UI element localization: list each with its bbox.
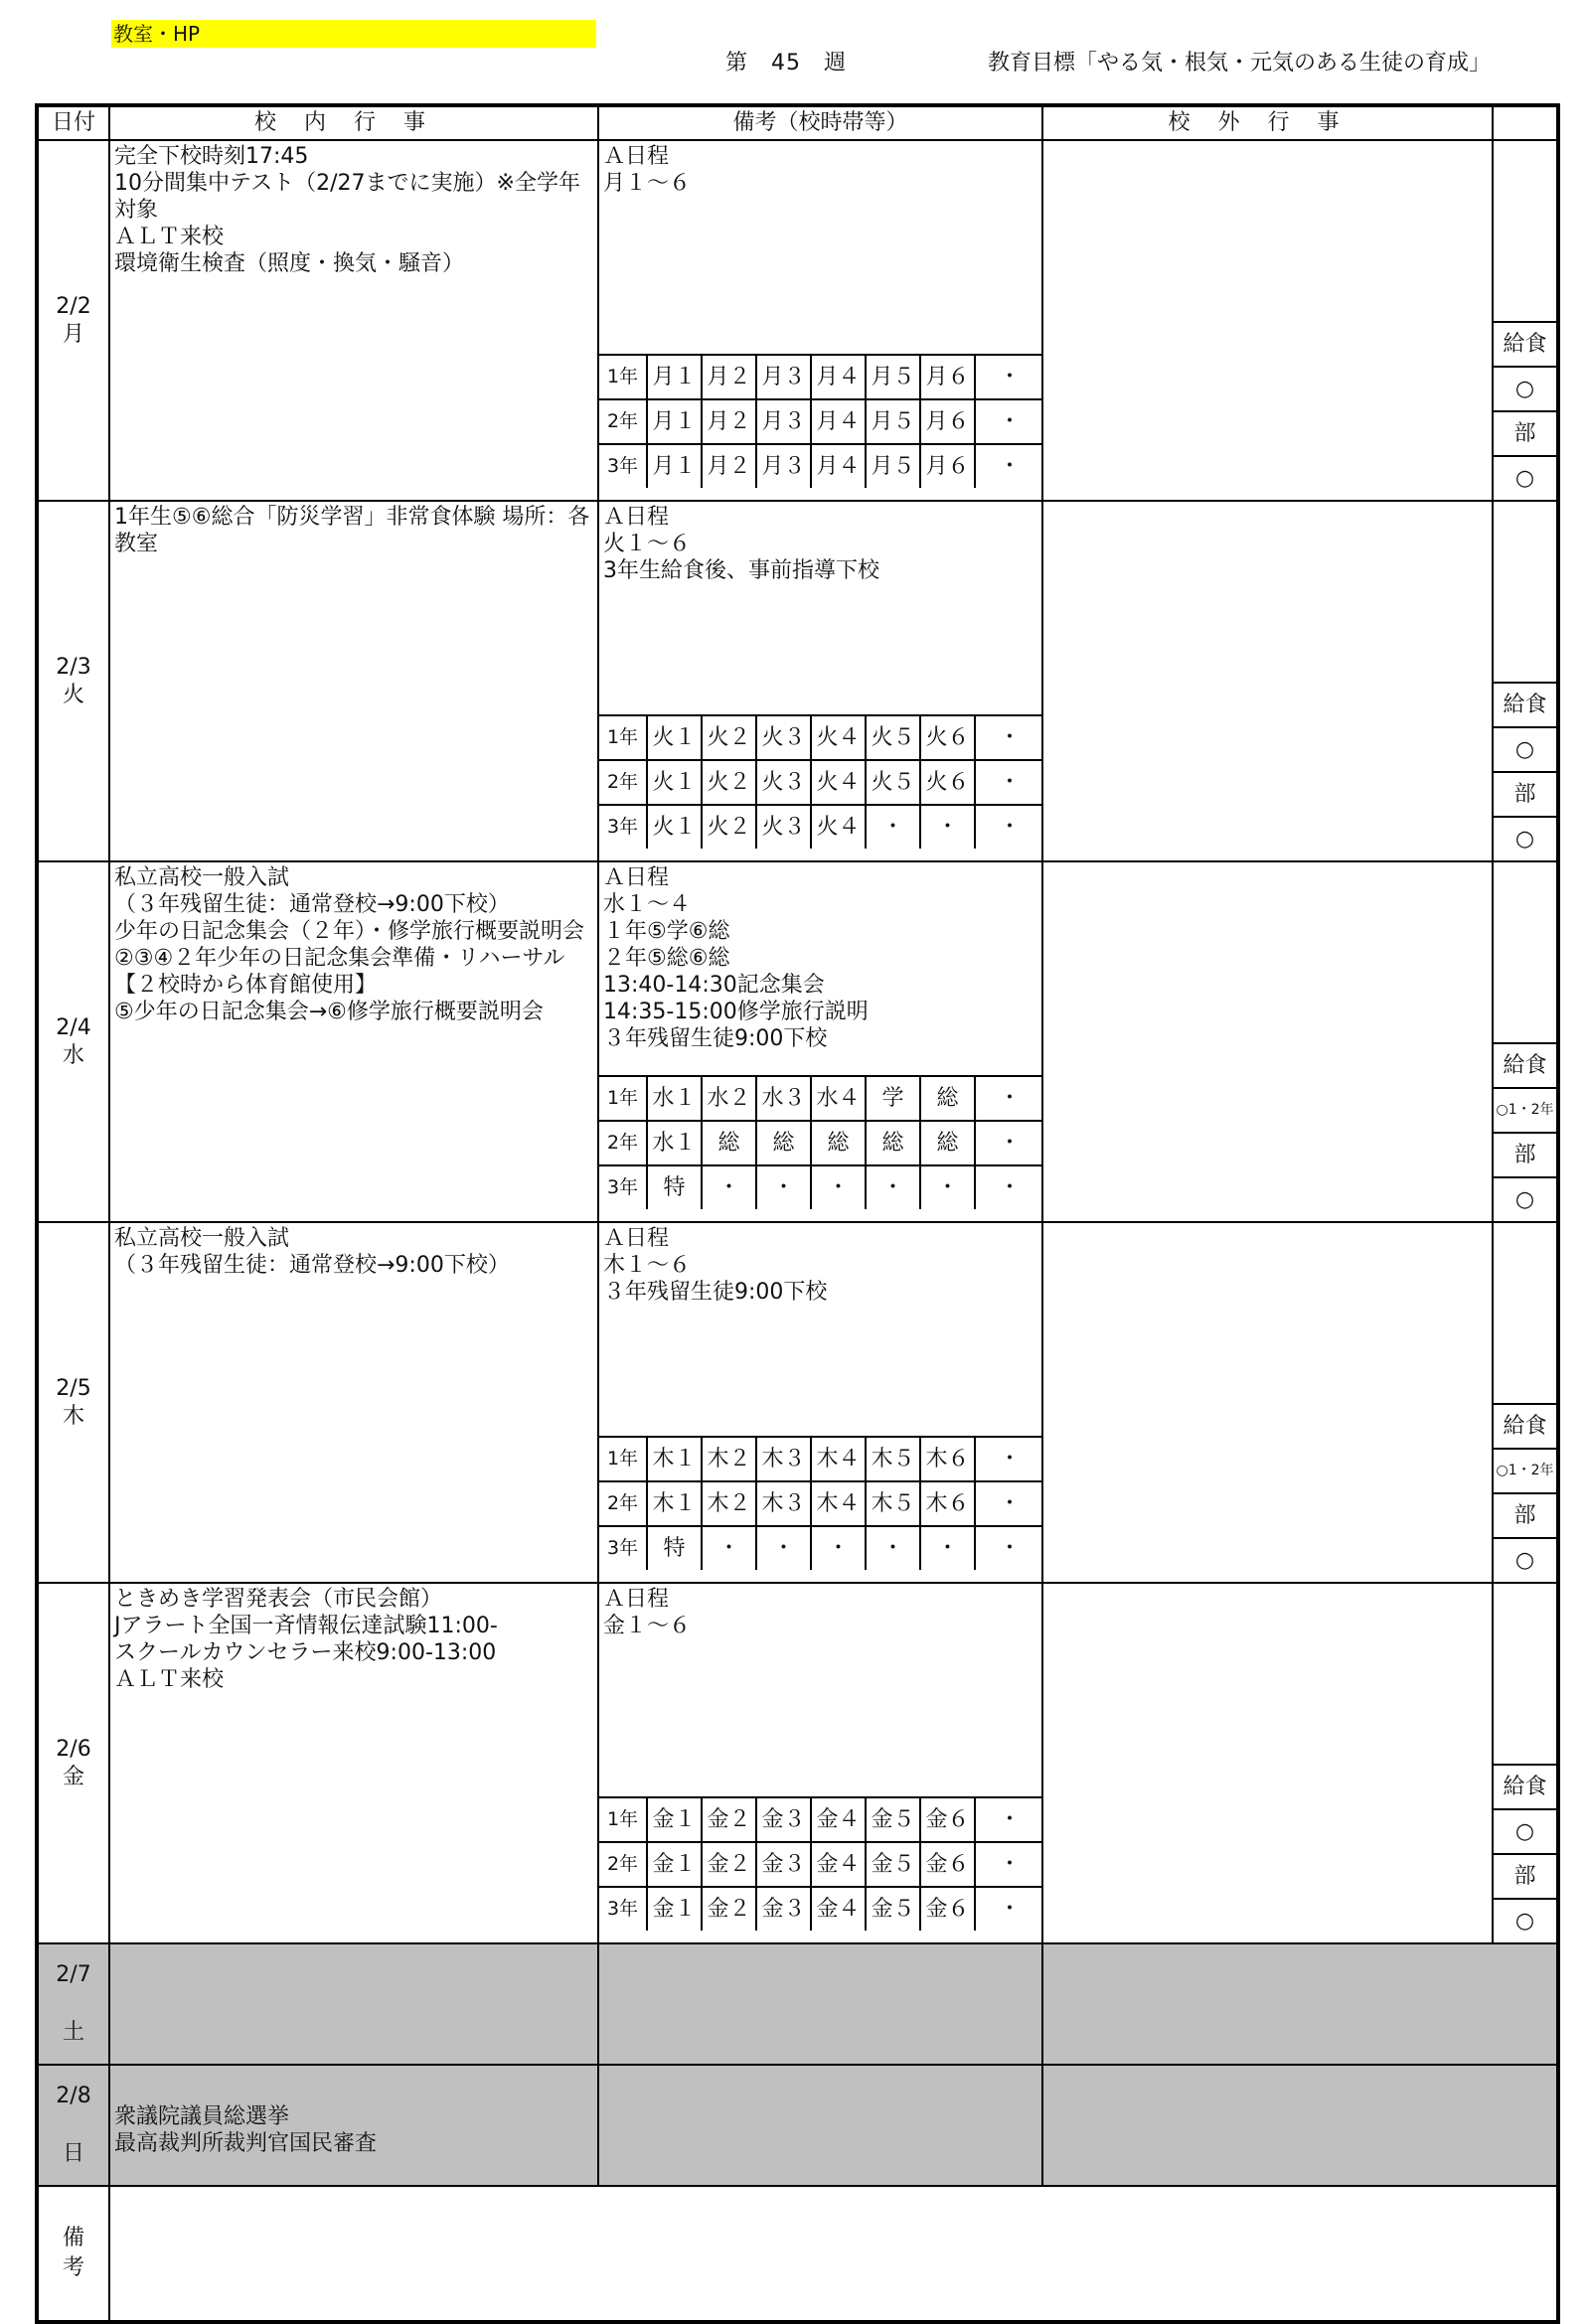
grade-label: 1年 [599, 1076, 647, 1121]
day-weekday: 月 [62, 321, 84, 347]
period-cell: 火４ [811, 805, 866, 849]
outside-events-cell [1042, 1583, 1493, 1943]
period-cell: 月３ [756, 444, 811, 488]
period-cell: 月４ [811, 355, 866, 399]
weekend-events [109, 1943, 598, 2065]
grade-label: 1年 [599, 1797, 647, 1842]
period-cell: 木５ [866, 1437, 920, 1481]
period-cell: ・ [975, 1526, 1043, 1570]
period-row [599, 444, 1043, 488]
lunch-status: ○ [1494, 1176, 1556, 1221]
period-row [599, 805, 1043, 849]
remarks-label-2: 考 [62, 2255, 84, 2280]
weekend-date-text: 2/7 [56, 1962, 91, 1987]
notes-cell [598, 1222, 1042, 1583]
period-row [599, 1121, 1043, 1165]
weekend-date [37, 1943, 109, 2065]
weekend-weekday: 土 [62, 2020, 84, 2045]
period-cell: 水１ [647, 1121, 702, 1165]
period-cell: 木２ [702, 1481, 756, 1526]
period-cell: 月５ [866, 355, 920, 399]
period-row [599, 1076, 1043, 1121]
grade-label: 3年 [599, 1526, 647, 1570]
period-cell: ・ [866, 1165, 920, 1209]
period-row [599, 715, 1043, 760]
period-cell: ・ [920, 1165, 975, 1209]
period-cell: 金４ [811, 1842, 866, 1887]
period-cell: ・ [920, 1526, 975, 1570]
lunch-box [1494, 1764, 1556, 1942]
period-cell: ・ [975, 805, 1043, 849]
remarks-row [37, 2186, 1558, 2322]
notes-cell [598, 140, 1042, 501]
header-row [37, 105, 1558, 140]
lunch-status: ○1・2年 [1494, 1448, 1556, 1492]
period-cell: 金６ [920, 1842, 975, 1887]
period-cell: ・ [756, 1165, 811, 1209]
period-cell: 月１ [647, 355, 702, 399]
remarks-text [109, 2186, 1558, 2322]
period-cell: 水２ [702, 1076, 756, 1121]
school-events-cell: 1年生⑤⑥総合「防災学習」非常食体験 場所：各教室 [109, 501, 598, 861]
outside-events-cell [1042, 501, 1493, 861]
notes-cell [598, 1583, 1042, 1943]
period-cell: 火１ [647, 805, 702, 849]
outside-events-cell [1042, 861, 1493, 1222]
period-cell: 火２ [702, 715, 756, 760]
period-cell: 金５ [866, 1887, 920, 1931]
school-events-cell: 完全下校時刻17:45 10分間集中テスト（2/27までに実施）※全学年対象 ＡＬＴ来校 環境衛生検査（照度・換気・騒音） [109, 140, 598, 501]
grade-label: 2年 [599, 399, 647, 444]
period-cell: 月３ [756, 399, 811, 444]
period-cell: 木１ [647, 1437, 702, 1481]
lunch-status: 部 [1494, 1853, 1556, 1898]
period-cell: 木６ [920, 1437, 975, 1481]
period-cell: 月１ [647, 399, 702, 444]
period-row [599, 1887, 1043, 1931]
period-cell: 木６ [920, 1481, 975, 1526]
period-cell: 金５ [866, 1842, 920, 1887]
grade-label: 1年 [599, 1437, 647, 1481]
weekend-outside [1042, 2065, 1558, 2186]
notes-text: Ａ日程 木１～６ ３年残留生徒9:00下校 [603, 1226, 828, 1305]
period-cell: 金６ [920, 1887, 975, 1931]
lunch-cell [1493, 861, 1558, 1222]
grade-label: 3年 [599, 444, 647, 488]
period-cell: 木４ [811, 1437, 866, 1481]
period-cell: 火３ [756, 715, 811, 760]
weekend-date-text: 2/8 [56, 2084, 91, 2108]
day-date [37, 501, 109, 861]
period-cell: 火３ [756, 805, 811, 849]
period-cell: ・ [975, 1797, 1043, 1842]
lunch-label: 給食 [1494, 1403, 1556, 1448]
period-cell: ・ [975, 1887, 1043, 1931]
period-cell: 火３ [756, 760, 811, 805]
period-cell: 月４ [811, 399, 866, 444]
period-cell: 金２ [702, 1842, 756, 1887]
period-cell: 学 [866, 1076, 920, 1121]
period-cell: 金４ [811, 1887, 866, 1931]
weekend-date [37, 2065, 109, 2186]
day-date-text: 2/4 [56, 1014, 91, 1040]
period-cell: 月２ [702, 399, 756, 444]
day-weekday: 水 [62, 1042, 84, 1068]
lunch-cell [1493, 140, 1558, 501]
distribution-tag: 教室・HP [111, 20, 596, 48]
period-cell: 金６ [920, 1797, 975, 1842]
notes-text: Ａ日程 火１～６ 3年生給食後、事前指導下校 [603, 505, 879, 583]
notes-cell [598, 861, 1042, 1222]
weekend-notes [598, 2065, 1042, 2186]
period-cell: 金２ [702, 1797, 756, 1842]
period-row [599, 1797, 1043, 1842]
period-cell: ・ [975, 1842, 1043, 1887]
period-cell: ・ [702, 1165, 756, 1209]
period-cell: 月５ [866, 444, 920, 488]
period-cell: 火１ [647, 715, 702, 760]
period-cell: 月６ [920, 399, 975, 444]
period-cell: ・ [866, 1526, 920, 1570]
lunch-box [1494, 1403, 1556, 1582]
lunch-cell [1493, 1583, 1558, 1943]
period-cell: 火６ [920, 760, 975, 805]
lunch-box [1494, 321, 1556, 500]
day-row [37, 1222, 1558, 1583]
lunch-status: ○ [1494, 726, 1556, 771]
period-row [599, 1437, 1043, 1481]
grade-label: 2年 [599, 760, 647, 805]
grade-label: 2年 [599, 1842, 647, 1887]
school-events-cell: 私立高校一般入試 （３年残留生徒：通常登校→9:00下校） [109, 1222, 598, 1583]
period-cell: 特 [647, 1165, 702, 1209]
period-cell: ・ [975, 1437, 1043, 1481]
period-cell: ・ [975, 1121, 1043, 1165]
period-row [599, 1165, 1043, 1209]
period-cell: 水４ [811, 1076, 866, 1121]
school-events-cell: ときめき学習発表会（市民会館） Jアラート全国一斉情報伝達試験11:00- スクールカウンセラー来校9:00-13:00 ＡＬＴ来校 [109, 1583, 598, 1943]
school-events-cell: 私立高校一般入試 （３年残留生徒：通常登校→9:00下校） 少年の日記念集会（２年）・修学旅行概要説明会 ②③④２年少年の日記念集会準備・リハーサル【２校時から体育館使用】 ⑤少年の日記念集会→⑥修学旅行概要説明会 [109, 861, 598, 1222]
period-cell: 月３ [756, 355, 811, 399]
header-outside-events: 校外行事 [1042, 105, 1493, 140]
notes-text: Ａ日程 水１～４ １年⑤学⑥総 ２年⑤総⑥総 13:40-14:30記念集会 14:35-15:00修学旅行説明 ３年残留生徒9:00下校 [603, 865, 869, 1051]
period-cell: 木４ [811, 1481, 866, 1526]
period-cell: 金２ [702, 1887, 756, 1931]
period-row [599, 1842, 1043, 1887]
grade-label: 3年 [599, 1165, 647, 1209]
period-cell: ・ [975, 1481, 1043, 1526]
period-cell: 金３ [756, 1887, 811, 1931]
period-cell: 金３ [756, 1797, 811, 1842]
period-cell: 火２ [702, 760, 756, 805]
period-cell: 総 [756, 1121, 811, 1165]
period-cell: 水３ [756, 1076, 811, 1121]
lunch-label: 給食 [1494, 321, 1556, 366]
period-cell: 火６ [920, 715, 975, 760]
lunch-label: 給食 [1494, 1764, 1556, 1808]
lunch-status: 部 [1494, 410, 1556, 455]
period-cell: 月６ [920, 355, 975, 399]
week-number: 第 45 週 [725, 51, 847, 76]
header-lunch [1493, 105, 1558, 140]
day-row [37, 861, 1558, 1222]
day-row [37, 140, 1558, 501]
grade-label: 2年 [599, 1121, 647, 1165]
period-row [599, 399, 1043, 444]
period-cell: 月２ [702, 355, 756, 399]
lunch-status: 部 [1494, 1132, 1556, 1176]
day-date [37, 1222, 109, 1583]
lunch-cell [1493, 501, 1558, 861]
lunch-cell [1493, 1222, 1558, 1583]
period-grid [599, 1075, 1043, 1209]
grade-label: 1年 [599, 355, 647, 399]
period-cell: 金４ [811, 1797, 866, 1842]
day-weekday: 木 [62, 1403, 84, 1429]
period-grid [599, 354, 1043, 488]
outside-events-cell [1042, 140, 1493, 501]
period-cell: 火２ [702, 805, 756, 849]
notes-text: Ａ日程 金１～６ [603, 1587, 692, 1638]
period-cell: ・ [975, 760, 1043, 805]
period-grid [599, 714, 1043, 849]
period-cell: 月１ [647, 444, 702, 488]
education-goal: 教育目標「やる気・根気・元気のある生徒の育成」 [988, 51, 1492, 76]
period-cell: ・ [756, 1526, 811, 1570]
day-row [37, 501, 1558, 861]
period-cell: ・ [975, 444, 1043, 488]
period-cell: 木３ [756, 1437, 811, 1481]
day-weekday: 金 [62, 1764, 84, 1789]
period-cell: 水１ [647, 1076, 702, 1121]
weekend-weekday: 日 [62, 2141, 84, 2166]
lunch-status: 部 [1494, 1492, 1556, 1537]
header-school-events: 校内行事 [109, 105, 598, 140]
period-cell: 火４ [811, 715, 866, 760]
lunch-status: ○ [1494, 1898, 1556, 1942]
outside-events-cell [1042, 1222, 1493, 1583]
period-cell: 火５ [866, 715, 920, 760]
grade-label: 2年 [599, 1481, 647, 1526]
day-date [37, 861, 109, 1222]
period-row [599, 355, 1043, 399]
day-weekday: 火 [62, 682, 84, 707]
period-cell: 月２ [702, 444, 756, 488]
day-date-text: 2/3 [56, 654, 91, 680]
period-cell: ・ [702, 1526, 756, 1570]
weekend-outside [1042, 1943, 1558, 2065]
lunch-label: 給食 [1494, 1042, 1556, 1087]
period-cell: ・ [866, 805, 920, 849]
notes-text: Ａ日程 月１～６ [603, 144, 692, 196]
period-cell: 総 [920, 1076, 975, 1121]
period-cell: 金３ [756, 1842, 811, 1887]
period-row [599, 1526, 1043, 1570]
header-notes: 備考（校時帯等） [598, 105, 1042, 140]
period-cell: 総 [702, 1121, 756, 1165]
header-date: 日付 [37, 105, 109, 140]
lunch-box [1494, 1042, 1556, 1221]
lunch-status: ○ [1494, 1808, 1556, 1853]
period-cell: 月６ [920, 444, 975, 488]
period-cell: 総 [866, 1121, 920, 1165]
period-cell: 木５ [866, 1481, 920, 1526]
period-cell: ・ [920, 805, 975, 849]
lunch-status: ○1・2年 [1494, 1087, 1556, 1132]
lunch-status: ○ [1494, 366, 1556, 410]
period-cell: 木２ [702, 1437, 756, 1481]
period-cell: ・ [975, 1165, 1043, 1209]
period-row [599, 760, 1043, 805]
period-cell: ・ [975, 355, 1043, 399]
day-date-text: 2/6 [56, 1736, 91, 1762]
period-cell: 金５ [866, 1797, 920, 1842]
lunch-status: ○ [1494, 816, 1556, 860]
period-cell: ・ [811, 1526, 866, 1570]
period-cell: 月５ [866, 399, 920, 444]
period-cell: 火１ [647, 760, 702, 805]
grade-label: 3年 [599, 1887, 647, 1931]
notes-cell [598, 501, 1042, 861]
day-row [37, 1583, 1558, 1943]
period-cell: 火５ [866, 760, 920, 805]
day-date [37, 140, 109, 501]
period-cell: 特 [647, 1526, 702, 1570]
period-cell: 金１ [647, 1887, 702, 1931]
period-cell: 総 [920, 1121, 975, 1165]
lunch-box [1494, 682, 1556, 860]
period-cell: 総 [811, 1121, 866, 1165]
period-grid [599, 1436, 1043, 1570]
lunch-label: 給食 [1494, 682, 1556, 726]
weekend-notes [598, 1943, 1042, 2065]
period-cell: ・ [975, 715, 1043, 760]
lunch-status: ○ [1494, 455, 1556, 500]
period-cell: ・ [975, 399, 1043, 444]
weekend-events: 衆議院議員総選挙 最高裁判所裁判官国民審査 [109, 2065, 598, 2186]
day-date-text: 2/5 [56, 1375, 91, 1401]
lunch-status: ○ [1494, 1537, 1556, 1582]
period-cell: 金１ [647, 1797, 702, 1842]
remarks-label-1: 備 [62, 2226, 84, 2250]
remarks-label [37, 2186, 109, 2322]
period-cell: ・ [975, 1076, 1043, 1121]
period-cell: 金１ [647, 1842, 702, 1887]
period-cell: 木１ [647, 1481, 702, 1526]
grade-label: 3年 [599, 805, 647, 849]
day-date [37, 1583, 109, 1943]
weekly-schedule-table [35, 103, 1560, 2324]
period-cell: ・ [811, 1165, 866, 1209]
period-cell: 木３ [756, 1481, 811, 1526]
period-row [599, 1481, 1043, 1526]
period-cell: 火４ [811, 760, 866, 805]
grade-label: 1年 [599, 715, 647, 760]
lunch-status: 部 [1494, 771, 1556, 816]
period-cell: 月４ [811, 444, 866, 488]
weekend-row [37, 2065, 1558, 2186]
weekend-row [37, 1943, 1558, 2065]
period-grid [599, 1796, 1043, 1931]
day-date-text: 2/2 [56, 293, 91, 319]
